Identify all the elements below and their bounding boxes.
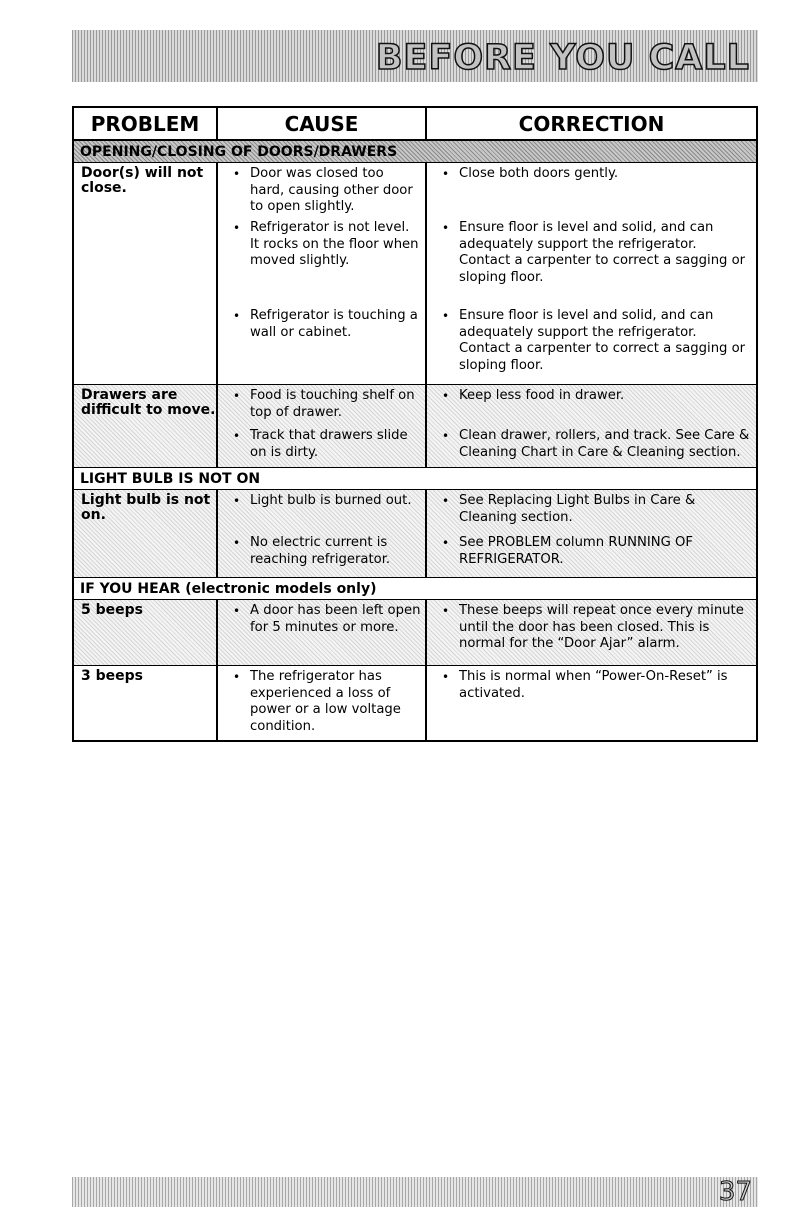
section-header: IF YOU HEAR (electronic models only) — [74, 578, 756, 600]
column-header-correction: CORRECTION — [427, 108, 756, 141]
cause-cell — [218, 163, 427, 384]
problem-cell: Door(s) will not close. — [74, 163, 218, 384]
correction-cell — [427, 163, 756, 384]
cause-cell — [218, 600, 427, 665]
list-item: • Refrigerator is not level. It rocks on the floor when moved slightly. — [233, 220, 419, 268]
problem-cell: 5 beeps — [74, 600, 218, 665]
table-row — [74, 163, 756, 385]
list-item: • Door was closed too hard, causing other door to open slightly. — [233, 166, 413, 214]
list-item: • No electric current is reaching refrigerator. — [233, 535, 391, 567]
list-item: • Track that drawers slide on is dirty. — [233, 428, 408, 460]
table-row — [74, 385, 756, 468]
problem-cell: 3 beeps — [74, 666, 218, 740]
list-item: • This is normal when “Power-On-Reset” is activated. — [442, 669, 728, 701]
list-item: • Refrigerator is touching a wall or cabinet. — [233, 308, 418, 340]
list-item: • Ensure floor is level and solid, and can adequately support the refrigerator. Contact a carpenter to correct a sagging or sloping floor. — [442, 220, 746, 285]
table-row — [74, 490, 756, 578]
list-item: • Light bulb is burned out. — [233, 493, 412, 508]
correction-cell — [427, 600, 756, 665]
header-banner — [72, 30, 758, 82]
list-item: • Keep less food in drawer. — [442, 388, 625, 403]
footer-bar — [72, 1177, 758, 1207]
list-item: • A door has been left open for 5 minutes or more. — [233, 603, 421, 635]
cause-cell — [218, 490, 427, 577]
section-header: LIGHT BULB IS NOT ON — [74, 468, 756, 490]
troubleshooting-table — [72, 106, 758, 742]
problem-cell: Light bulb is not on. — [74, 490, 218, 577]
correction-cell — [427, 490, 756, 577]
list-item: • Close both doors gently. — [442, 166, 619, 181]
table-row — [74, 666, 756, 740]
list-item: • Food is touching shelf on top of drawer. — [233, 388, 415, 420]
page-number: 37 — [718, 1177, 752, 1207]
list-item: • See Replacing Light Bulbs in Care & Cleaning section. — [442, 493, 696, 525]
section-header: OPENING/CLOSING OF DOORS/DRAWERS — [74, 141, 756, 163]
correction-cell — [427, 666, 756, 740]
list-item: • The refrigerator has experienced a loss of power or a low voltage condition. — [233, 669, 401, 734]
column-header-cause: CAUSE — [218, 108, 427, 141]
table-row — [74, 600, 756, 666]
cause-cell — [218, 385, 427, 467]
column-header-problem: PROBLEM — [74, 108, 218, 141]
page-title: BEFORE YOU CALL — [375, 38, 750, 78]
cause-cell — [218, 666, 427, 740]
list-item: • Ensure floor is level and solid, and can adequately support the refrigerator. Contact a carpenter to correct a sagging or sloping floor. — [442, 308, 746, 373]
problem-cell: Drawers are difficult to move. — [74, 385, 218, 467]
list-item: • These beeps will repeat once every minute until the door has been closed. This is normal for the “Door Ajar” alarm. — [442, 603, 744, 651]
list-item: • See PROBLEM column RUNNING OF REFRIGERATOR. — [442, 535, 693, 567]
list-item: • Clean drawer, rollers, and track. See Care & Cleaning Chart in Care & Cleaning section. — [442, 428, 750, 460]
correction-cell — [427, 385, 756, 467]
